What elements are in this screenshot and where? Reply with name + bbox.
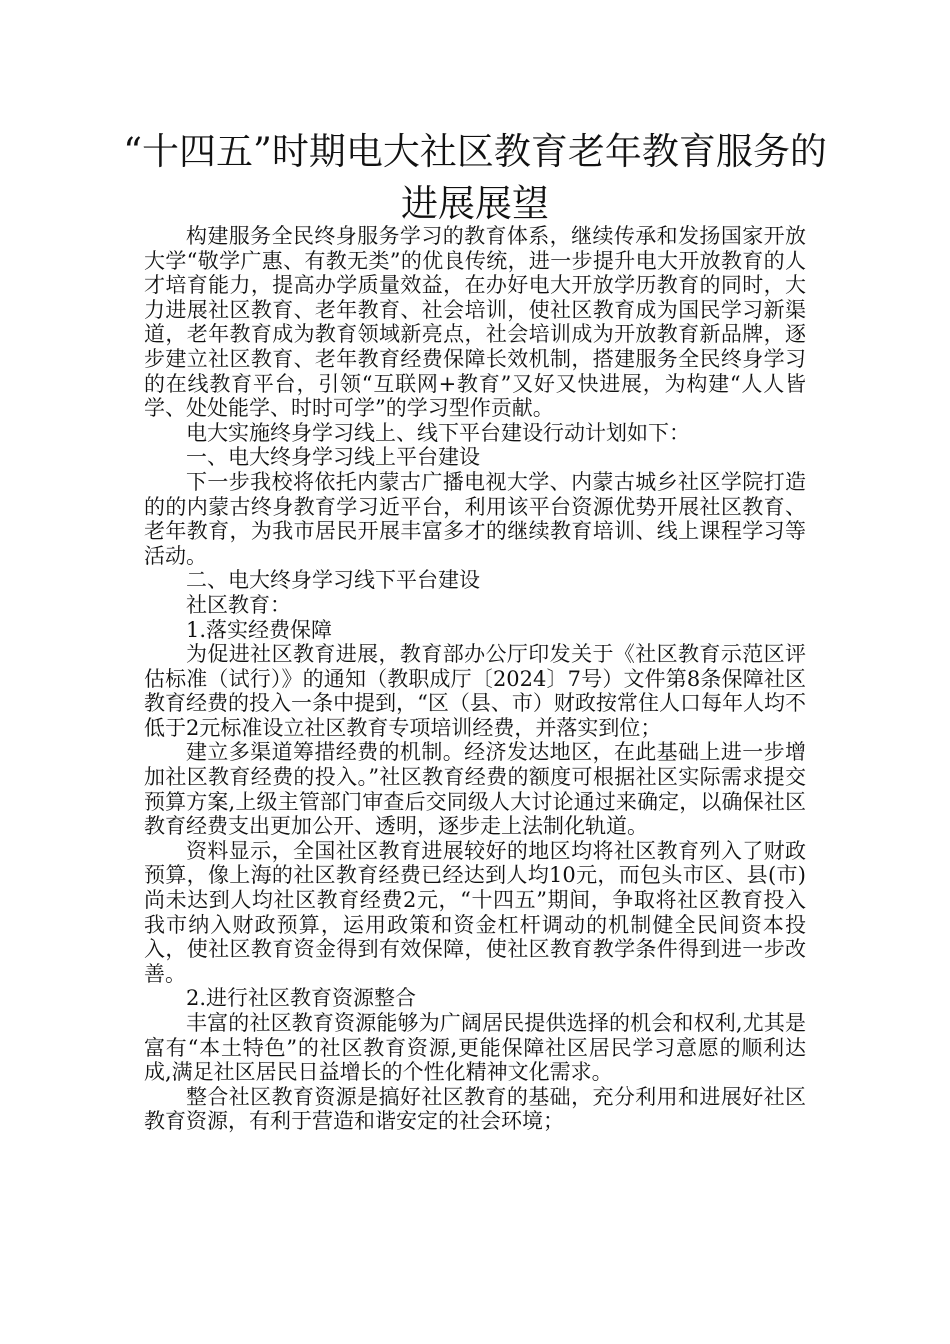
paragraph: 为促进社区教育进展，教育部办公厅印发关于《社区教育示范区评估标准（试行）》的通知（教职成厅〔2024〕7号）文件第8条保障社区教育经费的投入一条中提到，“区（县、市）财政按常住人口每年人均不低于2元标准设立社区教育专项培训经费，并落实到位； — [144, 642, 806, 740]
paragraph: 构建服务全民终身服务学习的教育体系，继续传承和发扬国家开放大学“敬学广惠、有教无类”的优良传统，进一步提升电大开放教育的人才培育能力，提高办学质量效益，在办好电大开放学历教育的同时，大力进展社区教育、老年教育、社会培训，使社区教育成为国民学习新渠道，老年教育成为教育领域新亮点，社会培训成为开放教育新品牌，逐步建立社区教育、老年教育经费保障长效机制，搭建服务全民终身学习的在线教育平台，引领“互联网+教育”又好又快进展，为构建“人人皆学、处处能学、时时可学”的学习型作贡献。 — [144, 224, 806, 421]
paragraph: 整合社区教育资源是搞好社区教育的基础，充分利用和进展好社区教育资源，有利于营造和谐安定的社会环境； — [144, 1084, 806, 1134]
section-heading: 二、电大终身学习线下平台建设 — [186, 568, 480, 593]
document-title: “十四五”时期电大社区教育老年教育服务的进展展望 — [123, 130, 827, 225]
paragraph: 丰富的社区教育资源能够为广阔居民提供选择的机会和权利,尤其是富有“本土特色”的社区教育资源,更能保障社区居民学习意愿的顺利达成,满足社区居民日益增长的个性化精神文化需求。 — [144, 1011, 806, 1085]
subsection-heading: 2.进行社区教育资源整合 — [186, 986, 417, 1011]
paragraph: 下一步我校将依托内蒙古广播电视大学、内蒙古城乡社区学院打造的的内蒙古终身教育学习近平台，利用该平台资源优势开展社区教育、老年教育，为我市居民开展丰富多才的继续教育培训、线上课程学习等活动。 — [144, 469, 806, 568]
subsection-heading: 1.落实经费保障 — [186, 617, 333, 642]
paragraph: 建立多渠道筹措经费的机制。经济发达地区，在此基础上进一步增加社区教育经费的投入。”社区教育经费的额度可根据社区实际需求提交预算方案,上级主管部门审查后交同级人大讨论通过来确定，以确保社区教育经费支出更加公开、透明，逐步走上法制化轨道。 — [144, 740, 806, 839]
document-body — [144, 224, 806, 1134]
subsection-label: 社区教育： — [186, 592, 291, 617]
paragraph: 电大实施终身学习线上、线下平台建设行动计划如下： — [186, 420, 690, 445]
section-heading: 一、电大终身学习线上平台建设 — [186, 445, 480, 470]
paragraph: 资料显示，全国社区教育进展较好的地区均将社区教育列入了财政预算，像上海的社区教育经费已经达到人均10元，而包头市区、县(市)尚未达到人均社区教育经费2元，“十四五”期间，争取将社区教育投入我市纳入财政预算，运用政策和资金杠杆调动的机制健全民间资本投入，使社区教育资金得到有效保障，使社区教育教学条件得到进一步改善。 — [144, 838, 806, 986]
